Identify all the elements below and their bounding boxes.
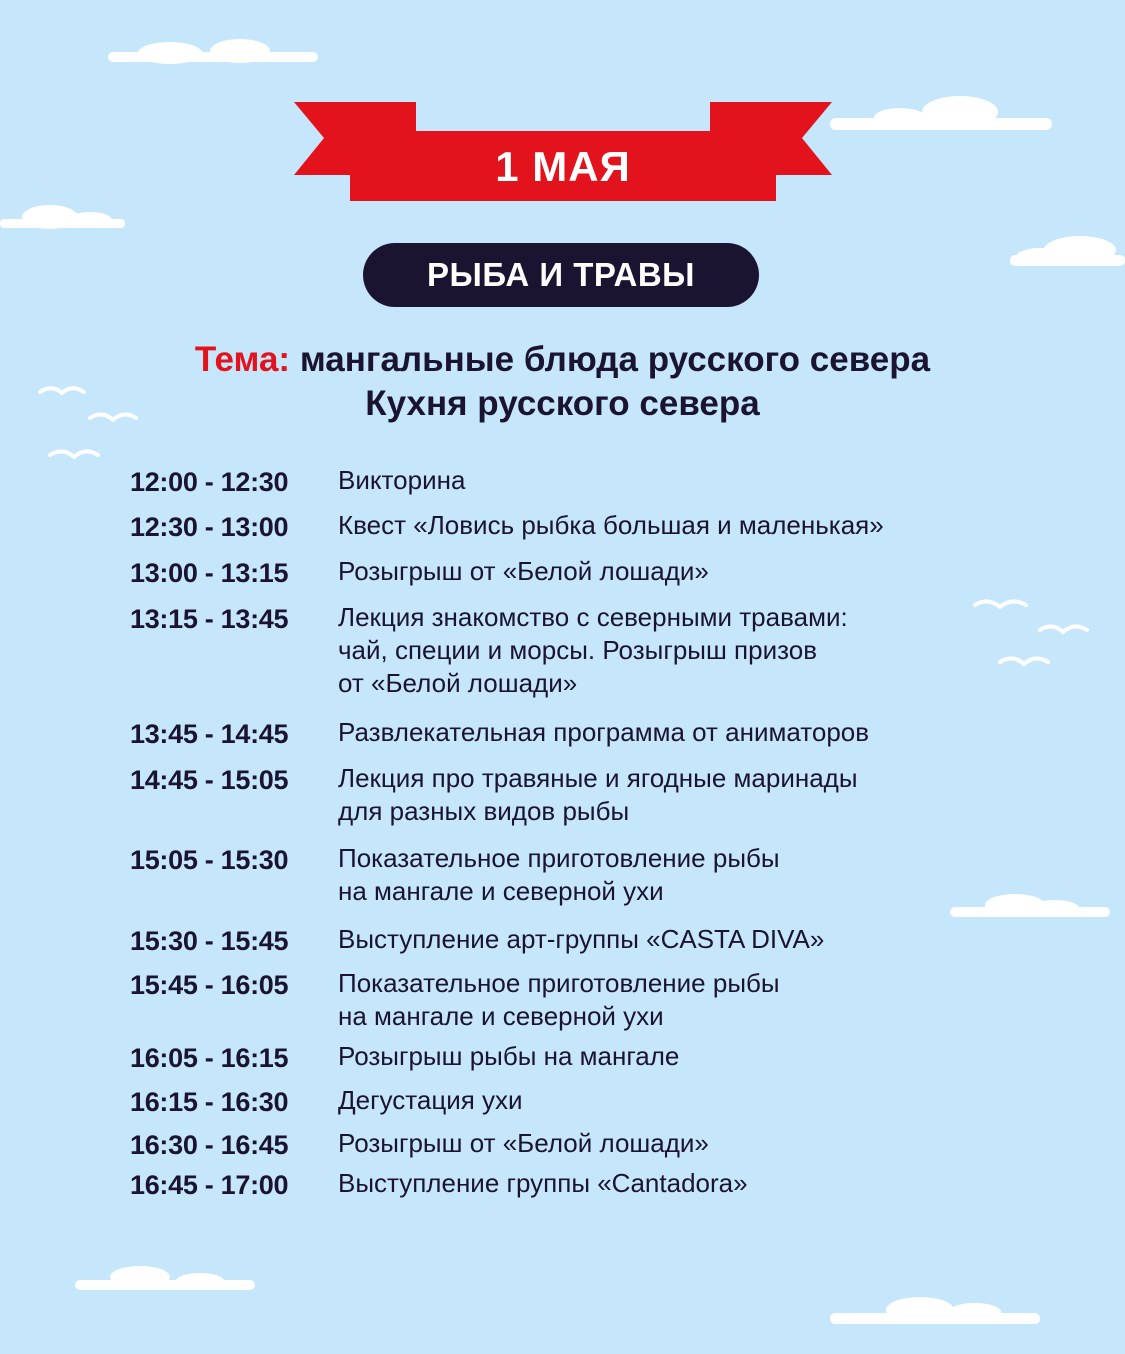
schedule-event-line: Лекция знакомство с северными травами: — [338, 602, 848, 632]
schedule-time: 12:00 - 12:30 — [130, 467, 289, 497]
schedule-event-line: Выступление арт-группы «CASTA DIVA» — [338, 924, 825, 954]
schedule-event — [338, 716, 1038, 749]
schedule-time: 15:05 - 15:30 — [130, 845, 289, 875]
schedule-event-line: Викторина — [338, 465, 466, 495]
schedule-time: 13:15 - 13:45 — [130, 604, 289, 634]
schedule-event-line: Розыгрыш от «Белой лошади» — [338, 1128, 709, 1158]
seagull-icon — [50, 451, 98, 457]
cloud-decoration — [830, 96, 1052, 130]
cloud-decoration — [108, 39, 318, 64]
schedule-event — [338, 509, 1038, 542]
schedule-time: 13:45 - 14:45 — [130, 719, 289, 749]
schedule-time: 16:15 - 16:30 — [130, 1087, 289, 1117]
schedule-event-line: от «Белой лошади» — [338, 668, 578, 698]
page-subtitle: Кухня русского севера — [365, 384, 760, 423]
schedule-event-line: Показательное приготовление рыбы — [338, 968, 780, 998]
schedule-time: 13:00 - 13:15 — [130, 558, 289, 588]
schedule-event-line: Выступление группы «Cantadora» — [338, 1168, 748, 1198]
schedule-event — [338, 555, 1038, 588]
schedule-time: 16:45 - 17:00 — [130, 1170, 289, 1200]
seagull-icon — [1040, 626, 1087, 632]
schedule-event-line: на мангале и северной ухи — [338, 876, 664, 906]
schedule-event — [338, 1084, 1038, 1117]
date-title: 1 МАЯ — [495, 143, 631, 190]
schedule-time: 16:30 - 16:45 — [130, 1130, 289, 1160]
schedule-event-line: Показательное приготовление рыбы — [338, 843, 780, 873]
schedule-time: 15:45 - 16:05 — [130, 970, 289, 1000]
cloud-decoration — [75, 1266, 255, 1290]
schedule-time: 16:05 - 16:15 — [130, 1043, 289, 1073]
schedule-time: 14:45 - 15:05 — [130, 765, 289, 795]
schedule-event — [338, 842, 1038, 908]
theme-block — [0, 338, 1125, 426]
schedule-event — [338, 1127, 1038, 1160]
theme-label: Тема: — [194, 340, 291, 379]
schedule-event-line: Дегустация ухи — [338, 1085, 523, 1115]
schedule-event — [338, 1167, 1038, 1200]
cloud-decoration — [0, 205, 125, 229]
schedule-event-line: Розыгрыш от «Белой лошади» — [338, 556, 709, 586]
schedule-event — [338, 464, 1038, 497]
schedule-event — [338, 1040, 1038, 1073]
schedule-event-line: на мангале и северной ухи — [338, 1001, 664, 1031]
cloud-decoration — [830, 1297, 1040, 1324]
schedule-event-line: Розыгрыш рыбы на мангале — [338, 1041, 680, 1071]
cloud-decoration — [1010, 236, 1125, 266]
schedule-event-line: чай, специи и морсы. Розыгрыш призов — [338, 635, 818, 665]
category-badge: РЫБА И ТРАВЫ — [363, 243, 759, 307]
schedule-event — [338, 762, 1038, 828]
schedule-event-line: для разных видов рыбы — [338, 796, 630, 826]
schedule-event-line: Лекция про травяные и ягодные маринады — [338, 763, 858, 793]
theme-text: мангальные блюда русского севера — [299, 340, 931, 379]
schedule-event — [338, 601, 1038, 700]
schedule-event — [338, 923, 1038, 956]
schedule-event-line: Квест «Ловись рыбка большая и маленькая» — [338, 510, 884, 540]
schedule-event — [338, 967, 1038, 1033]
schedule-time: 12:30 - 13:00 — [130, 512, 289, 542]
schedule-time: 15:30 - 15:45 — [130, 926, 289, 956]
schedule-event-line: Развлекательная программа от аниматоров — [338, 717, 870, 747]
theme-line — [0, 338, 1125, 382]
